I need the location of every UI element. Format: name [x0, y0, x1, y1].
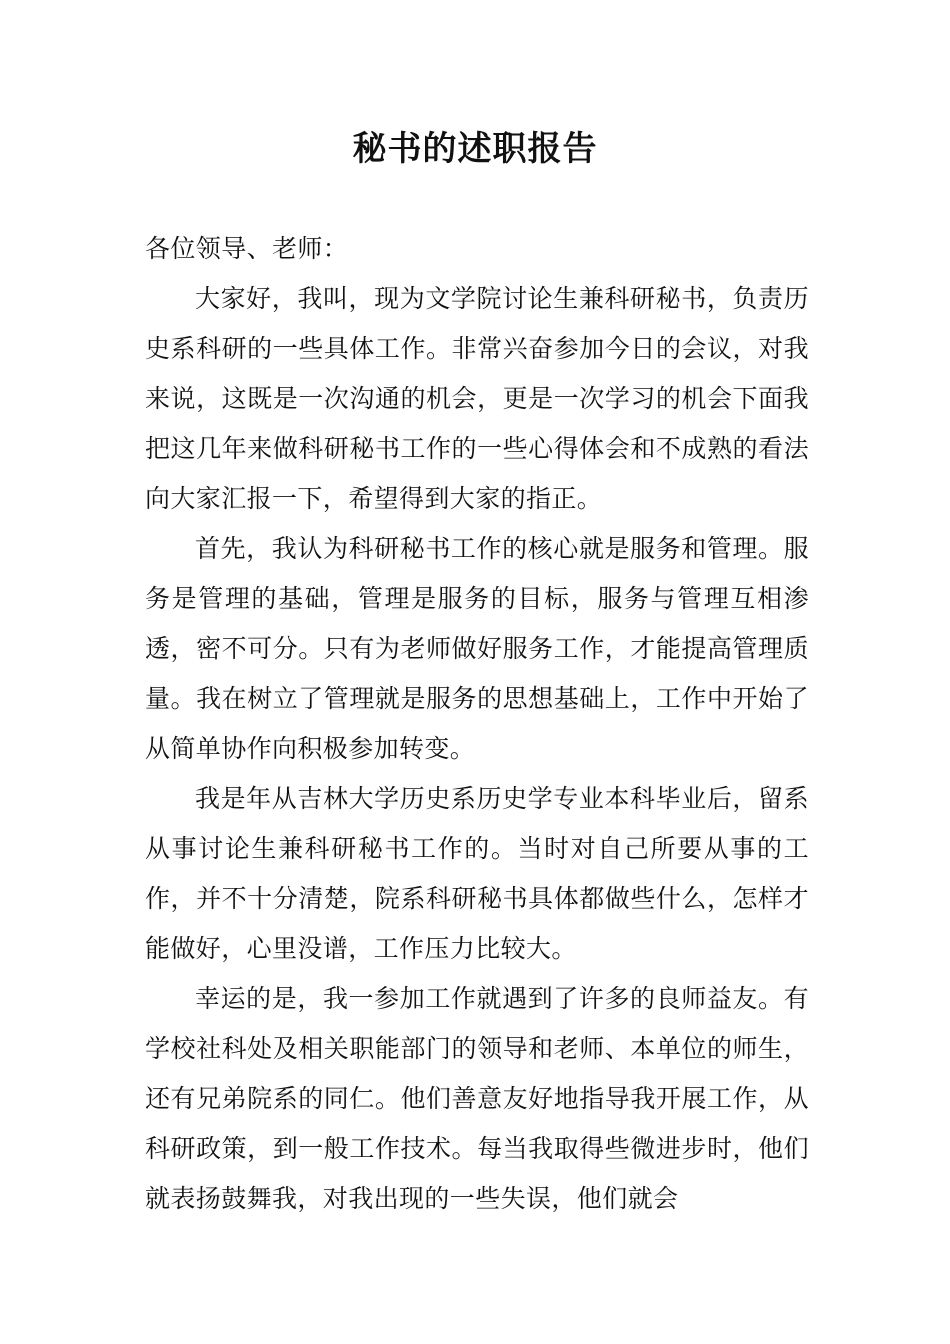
paragraph-4: 幸运的是，我一参加工作就遇到了许多的良师益友。有学校社科处及相关职能部门的领导和老师、本单位的师生，还有兄弟院系的同仁。他们善意友好地指导我开展工作，从科研政策，到一般工作技术。每当我取得些微进步时，他们就表扬鼓舞我，对我出现的一些失误，他们就会	[145, 984, 809, 1213]
document-body	[145, 224, 809, 1224]
paragraph-3: 我是年从吉林大学历史系历史学专业本科毕业后，留系从事讨论生兼科研秘书工作的。当时对自己所要从事的工作，并不十分清楚，院系科研秘书具体都做些什么，怎样才能做好，心里没谱，工作压力比较大。	[145, 784, 809, 963]
paragraph-1: 大家好，我叫，现为文学院讨论生兼科研秘书，负责历史系科研的一些具体工作。非常兴奋参加今日的会议，对我来说，这既是一次沟通的机会，更是一次学习的机会下面我把这几年来做科研秘书工作的一些心得体会和不成熟的看法向大家汇报一下，希望得到大家的指正。	[145, 284, 809, 513]
salutation: 各位领导、老师：	[145, 234, 349, 263]
page-title: 秘书的述职报告	[352, 129, 598, 169]
paragraph-2: 首先，我认为科研秘书工作的核心就是服务和管理。服务是管理的基础，管理是服务的目标，服务与管理互相渗透，密不可分。只有为老师做好服务工作，才能提高管理质量。我在树立了管理就是服务的思想基础上，工作中开始了从简单协作向积极参加转变。	[145, 534, 809, 763]
